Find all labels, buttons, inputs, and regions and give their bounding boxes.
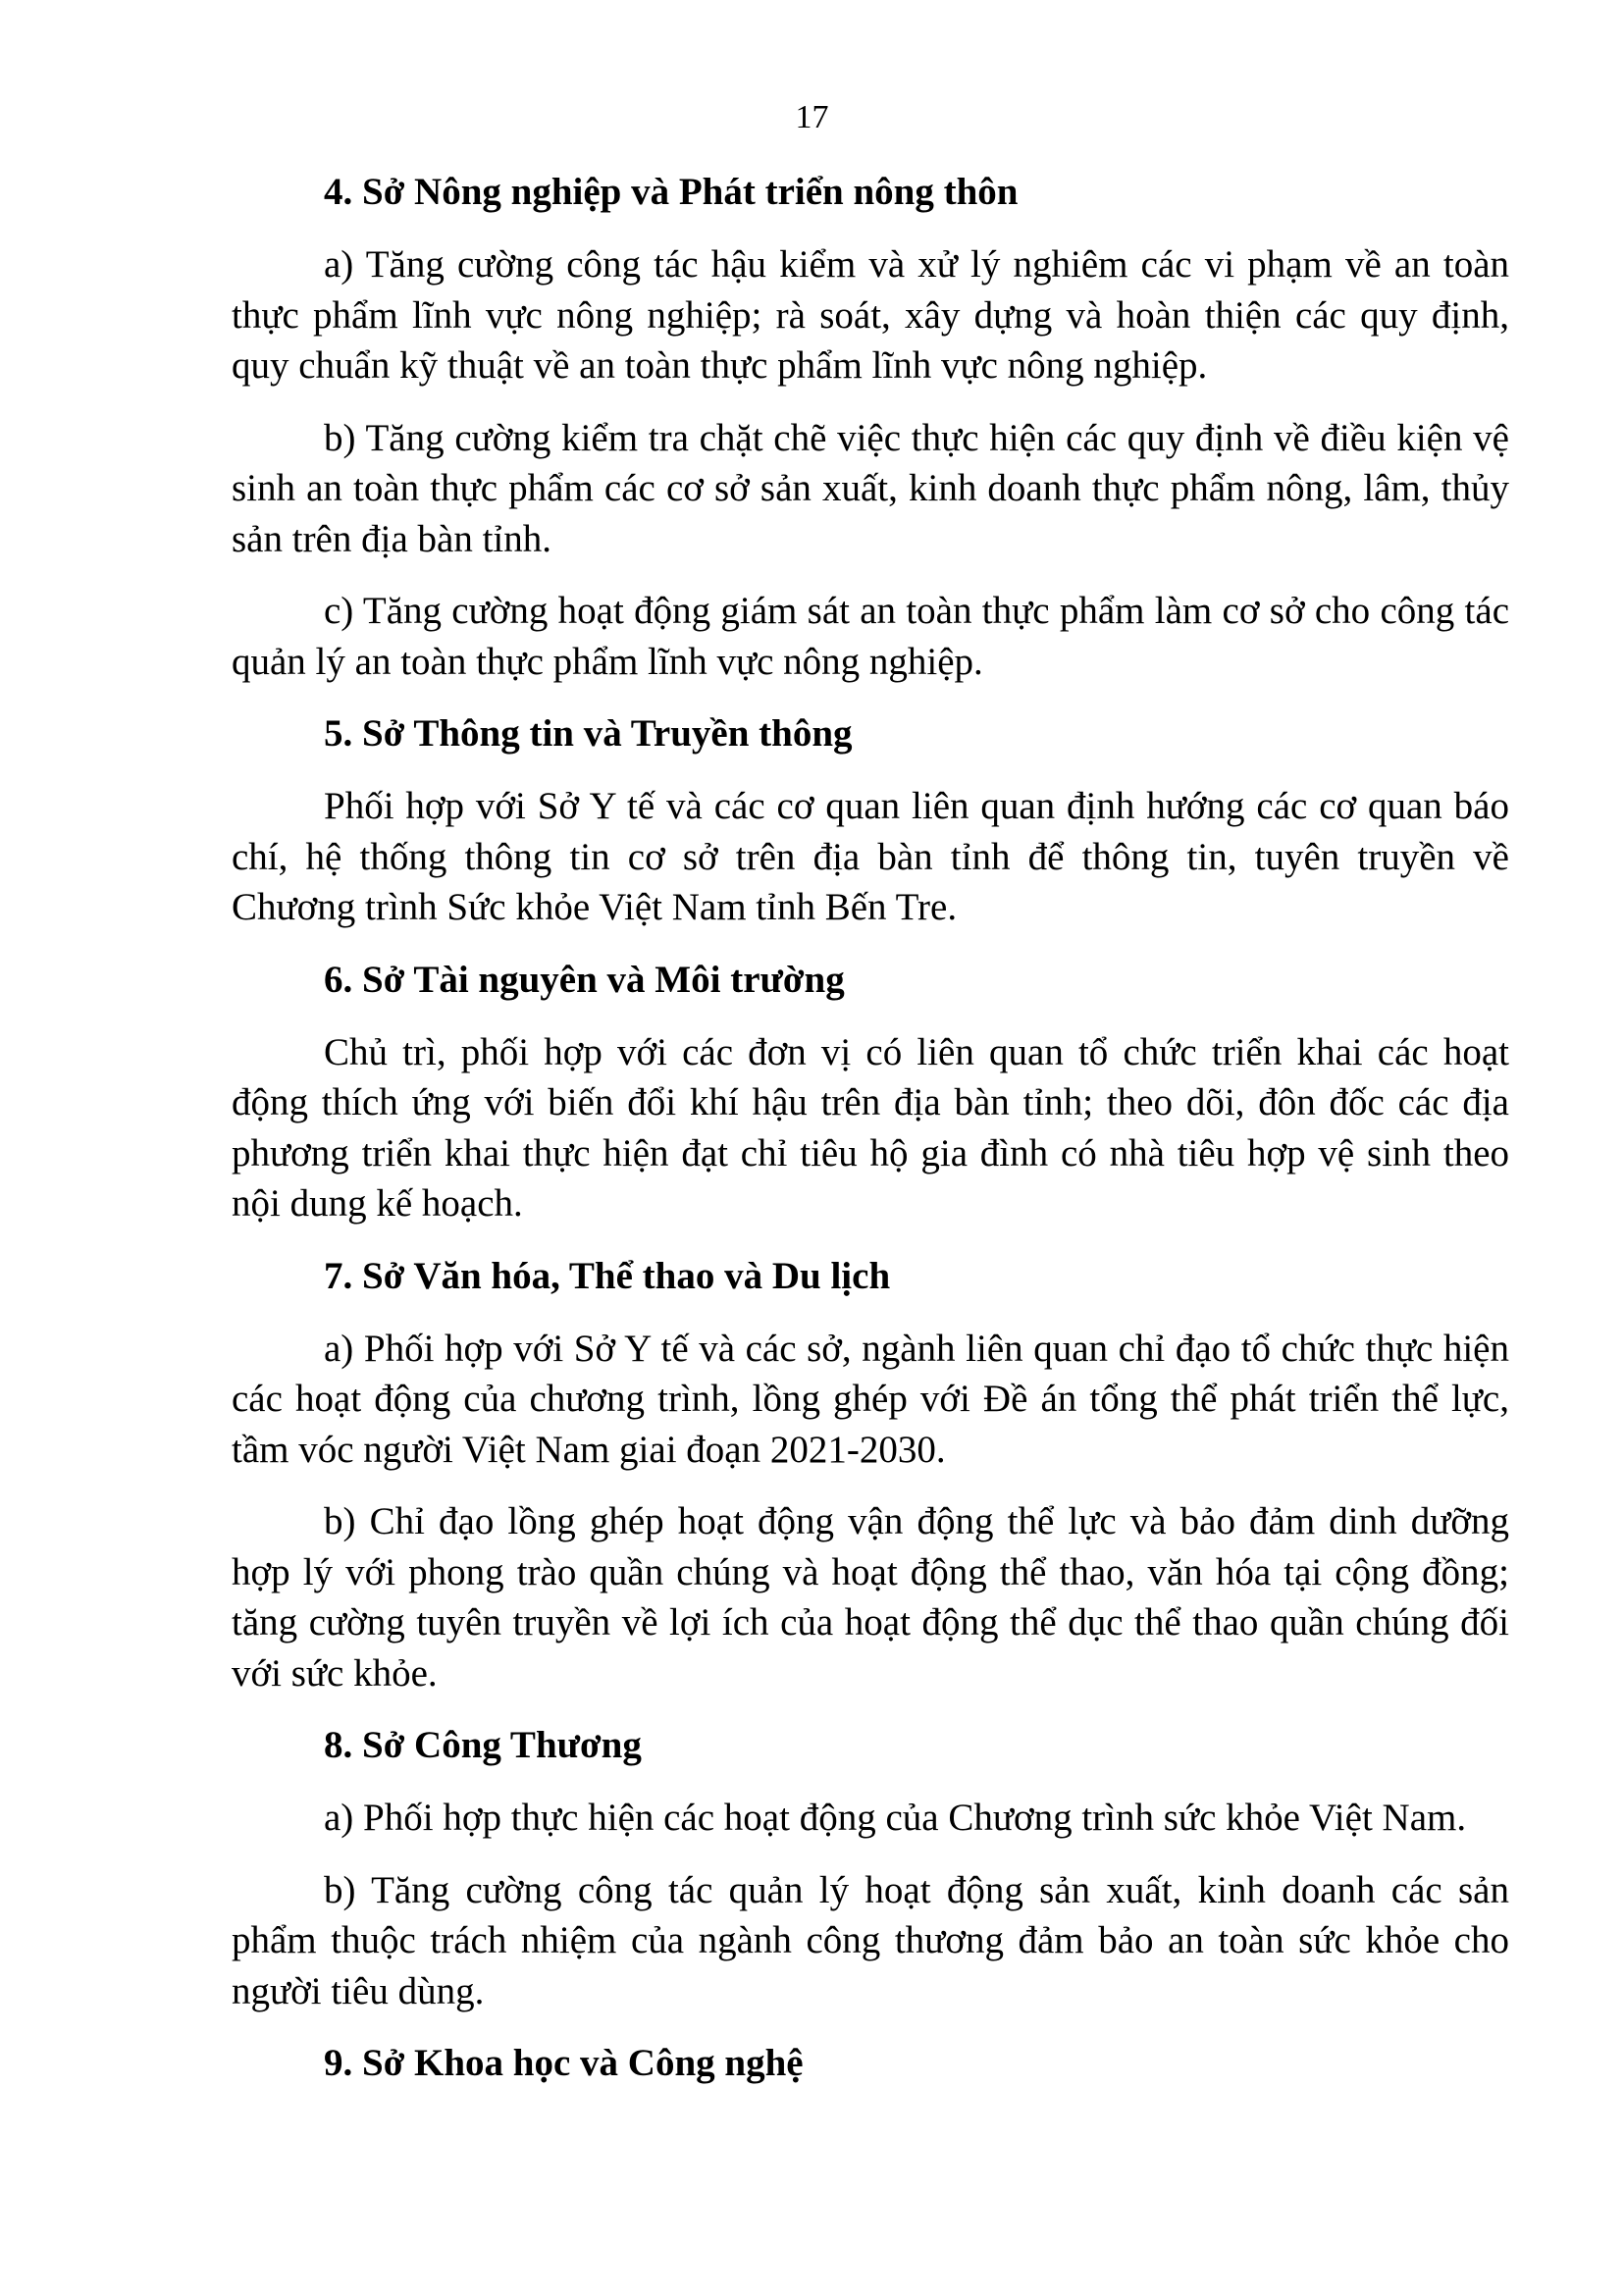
paragraph: b) Tăng cường công tác quản lý hoạt động sản xuất, kinh doanh các sản phẩm thuộc trách nhiệm của ngành công thương đảm bảo an toàn sức khỏe cho người tiêu dùng. [232,1868,1509,2012]
section-information-communications [232,708,1509,933]
paragraph: a) Phối hợp với Sở Y tế và các sở, ngành liên quan chỉ đạo tổ chức thực hiện các hoạt động của chương trình, lồng ghép với Đề án tổng thể phát triển thể lực, tầm vóc người Việt Nam giai đoạn 2021-2030. [232,1327,1509,1471]
section-science-technology [232,2038,1509,2089]
paragraph: b) Tăng cường kiểm tra chặt chẽ việc thực hiện các quy định về điều kiện vệ sinh an toàn thực phẩm các cơ sở sản xuất, kinh doanh thực phẩm nông, lâm, thủy sản trên địa bàn tỉnh. [232,416,1509,560]
section-heading: 6. Sở Tài nguyên và Môi trường [324,958,845,1001]
section-industry-trade [232,1720,1509,2016]
document-body [232,167,1509,2111]
section-heading: 9. Sở Khoa học và Công nghệ [324,2042,804,2084]
page-number: 17 [795,99,829,135]
section-heading: 4. Sở Nông nghiệp và Phát triển nông thôn [324,171,1019,213]
section-culture-sports-tourism [232,1251,1509,1699]
section-natural-resources-environment [232,955,1509,1229]
paragraph: c) Tăng cường hoạt động giám sát an toàn thực phẩm làm cơ sở cho công tác quản lý an toàn thực phẩm lĩnh vực nông nghiệp. [232,590,1509,683]
paragraph: a) Phối hợp thực hiện các hoạt động của Chương trình sức khỏe Việt Nam. [324,1797,1467,1839]
paragraph: b) Chỉ đạo lồng ghép hoạt động vận động thể lực và bảo đảm dinh dưỡng hợp lý với phong trào quần chúng và hoạt động thể thao, văn hóa tại cộng đồng; tăng cường tuyên truyền về lợi ích của hoạt động thể dục thể thao quần chúng đối với sức khỏe. [232,1500,1509,1695]
section-agriculture [232,167,1509,687]
section-heading: 8. Sở Công Thương [324,1724,642,1766]
paragraph: Chủ trì, phối hợp với các đơn vị có liên quan tổ chức triển khai các hoạt động thích ứng với biến đổi khí hậu trên địa bàn tỉnh; theo dõi, đôn đốc các địa phương triển khai thực hiện đạt chỉ tiêu hộ gia đình có nhà tiêu hợp vệ sinh theo nội dung kế hoạch. [232,1030,1509,1225]
section-heading: 5. Sở Thông tin và Truyền thông [324,712,853,755]
paragraph: Phối hợp với Sở Y tế và các cơ quan liên quan định hướng các cơ quan báo chí, hệ thống thông tin cơ sở trên địa bàn tỉnh để thông tin, tuyên truyền về Chương trình Sức khỏe Việt Nam tỉnh Bến Tre. [232,785,1509,928]
paragraph: a) Tăng cường công tác hậu kiểm và xử lý nghiêm các vi phạm về an toàn thực phẩm lĩnh vực nông nghiệp; rà soát, xây dựng và hoàn thiện các quy định, quy chuẩn kỹ thuật về an toàn thực phẩm lĩnh vực nông nghiệp. [232,243,1509,387]
section-heading: 7. Sở Văn hóa, Thể thao và Du lịch [324,1254,891,1297]
